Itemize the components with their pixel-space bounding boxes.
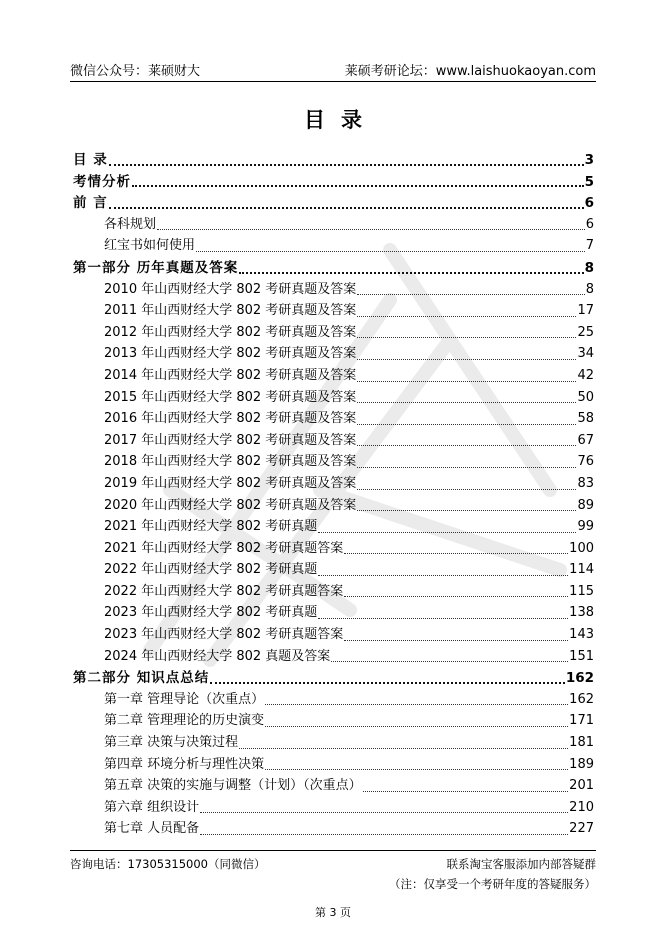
- toc-leader-dots: [265, 725, 568, 727]
- toc-leader-dots: [357, 444, 576, 446]
- header-forum: 莱硕考研论坛：www.laishuokaoyan.com: [344, 64, 596, 79]
- toc-entry-title: 第一部分 历年真题及答案: [73, 259, 239, 276]
- toc-entry[interactable]: [73, 623, 594, 645]
- toc-entry[interactable]: [73, 731, 594, 753]
- toc-leader-dots: [109, 163, 584, 166]
- toc-entry-title: 2014 年山西财经大学 802 考研真题及答案: [104, 367, 357, 383]
- toc-entry-title: 2016 年山西财经大学 802 考研真题及答案: [104, 411, 357, 427]
- toc-leader-dots: [196, 250, 585, 252]
- toc-entry-page: 114: [569, 562, 594, 578]
- toc-entry-title: 目 录: [73, 152, 108, 168]
- toc-entry-title: 2023 年山西财经大学 802 考研真题: [104, 605, 318, 621]
- toc-leader-dots: [200, 833, 568, 835]
- toc-leader-dots: [357, 380, 576, 382]
- toc-entry-title: 2018 年山西财经大学 802 考研真题及答案: [104, 454, 357, 470]
- toc-leader-dots: [357, 358, 576, 360]
- toc-leader-dots: [239, 271, 583, 274]
- toc-entry[interactable]: [73, 321, 594, 343]
- header-wechat: 微信公众号：莱硕财大: [70, 64, 201, 79]
- toc-leader-dots: [357, 488, 576, 490]
- toc-leader-dots: [344, 552, 568, 554]
- toc-entry-page: 6: [585, 216, 594, 232]
- toc-entry-page: 151: [569, 648, 594, 664]
- toc-entry-title: 2022 年山西财经大学 802 考研真题答案: [104, 583, 344, 599]
- toc-leader-dots: [109, 206, 584, 209]
- toc-entry-title: 2021 年山西财经大学 802 考研真题答案: [104, 540, 344, 556]
- toc-entry-title: 各科规划: [104, 216, 157, 232]
- toc-entry-page: 3: [584, 152, 594, 168]
- toc-leader-dots: [200, 811, 568, 813]
- toc-leader-dots: [318, 531, 576, 533]
- toc-entry-page: 227: [569, 821, 594, 837]
- toc-leader-dots: [357, 336, 576, 338]
- page-header: [70, 57, 596, 82]
- toc-entry-title: 2015 年山西财经大学 802 考研真题及答案: [104, 389, 357, 405]
- toc-entry-page: 5: [584, 173, 594, 190]
- toc-entry[interactable]: [73, 558, 594, 580]
- toc-entry[interactable]: [73, 601, 594, 623]
- toc-entry-title: 红宝书如何使用: [104, 238, 196, 254]
- toc-entry-page: 42: [577, 367, 594, 383]
- toc-entry-page: 17: [577, 303, 594, 319]
- toc-entry[interactable]: [73, 299, 594, 321]
- toc-leader-dots: [357, 315, 576, 317]
- toc-entry-page: 162: [569, 691, 594, 707]
- toc-entry-title: 考情分析: [73, 173, 131, 190]
- toc-entry-title: 2023 年山西财经大学 802 考研真题答案: [104, 627, 344, 643]
- toc-entry-title: 第六章 组织设计: [104, 799, 200, 815]
- toc-entry[interactable]: [73, 278, 594, 300]
- page-title: 目录: [304, 108, 378, 132]
- toc-entry-section[interactable]: [73, 191, 594, 213]
- toc-entry[interactable]: [73, 688, 594, 710]
- toc-entry[interactable]: [73, 817, 594, 839]
- toc-leader-dots: [344, 639, 568, 641]
- toc-entry-page: 100: [569, 540, 594, 556]
- toc-entry[interactable]: [73, 774, 594, 796]
- toc-entry-title: 第二部分 知识点总结: [73, 670, 210, 687]
- toc-entry-title: 2010 年山西财经大学 802 考研真题及答案: [104, 281, 357, 297]
- toc-entry-page: 162: [565, 670, 594, 687]
- footer-phone: 咨询电话：17305315000（同微信）: [70, 857, 266, 871]
- toc-entry-page: 8: [585, 281, 594, 297]
- toc-entry-page: 201: [569, 778, 594, 794]
- toc-entry[interactable]: [73, 234, 594, 256]
- toc-entry[interactable]: [73, 537, 594, 559]
- page-footer: [70, 850, 596, 871]
- toc-leader-dots: [331, 660, 568, 662]
- toc-entry[interactable]: [73, 709, 594, 731]
- toc-entry-section[interactable]: [73, 256, 594, 278]
- toc-entry-title: 2017 年山西财经大学 802 考研真题及答案: [104, 432, 357, 448]
- toc-entry-section[interactable]: [73, 170, 594, 192]
- toc-entry-page: 83: [577, 475, 594, 491]
- toc-entry[interactable]: [73, 515, 594, 537]
- toc-entry-page: 25: [577, 324, 594, 340]
- toc-leader-dots: [363, 790, 569, 792]
- toc-leader-dots: [265, 768, 568, 770]
- toc-entry-title: 第四章 环境分析与理性决策: [104, 756, 265, 772]
- toc-entry-page: 67: [577, 432, 594, 448]
- toc-entry[interactable]: [73, 796, 594, 818]
- toc-leader-dots: [265, 703, 568, 705]
- toc-entry-title: 2020 年山西财经大学 802 考研真题及答案: [104, 497, 357, 513]
- toc-entry-page: 143: [569, 627, 594, 643]
- toc-entry[interactable]: [73, 450, 594, 472]
- toc-entry-title: 2013 年山西财经大学 802 考研真题及答案: [104, 346, 357, 362]
- toc-entry-page: 210: [569, 799, 594, 815]
- toc-entry-section[interactable]: [73, 148, 594, 170]
- toc-entry-page: 89: [577, 497, 594, 513]
- toc-entry[interactable]: [73, 645, 594, 667]
- toc-entry-title: 第二章 管理理论的历史演变: [104, 713, 265, 729]
- toc-entry-page: 181: [569, 735, 594, 751]
- toc-entry-title: 2024 年山西财经大学 802 真题及答案: [104, 648, 331, 664]
- toc-entry-title: 第三章 决策与决策过程: [104, 735, 239, 751]
- toc-leader-dots: [357, 401, 576, 403]
- footer-note: （注：仅享受一个考研年度的答疑服务）: [389, 877, 596, 891]
- toc-entry-page: 50: [577, 389, 594, 405]
- toc-entry-title: 第一章 管理导论（次重点）: [104, 691, 265, 707]
- toc-entry-title: 2022 年山西财经大学 802 考研真题: [104, 562, 318, 578]
- toc-entry-page: 8: [584, 259, 594, 276]
- toc-entry-section[interactable]: [73, 666, 594, 688]
- toc-entry-page: 189: [569, 756, 594, 772]
- toc-entry[interactable]: [73, 494, 594, 516]
- toc-entry[interactable]: [73, 429, 594, 451]
- toc-entry-title: 第七章 人员配备: [104, 821, 200, 837]
- toc-entry-page: 6: [584, 195, 594, 212]
- toc-leader-dots: [132, 184, 584, 187]
- toc-entry-title: 2019 年山西财经大学 802 考研真题及答案: [104, 475, 357, 491]
- toc-leader-dots: [357, 509, 576, 511]
- toc-leader-dots: [318, 574, 568, 576]
- toc-leader-dots: [344, 595, 568, 597]
- toc-entry[interactable]: [73, 407, 594, 429]
- toc-entry-page: 171: [569, 713, 594, 729]
- toc-entry[interactable]: [73, 580, 594, 602]
- toc-entry-page: 115: [569, 583, 594, 599]
- toc-leader-dots: [357, 423, 576, 425]
- toc-entry-title: 前 言: [73, 195, 108, 212]
- toc-leader-dots: [357, 466, 576, 468]
- footer-group: 联系淘宝客服添加内部答疑群: [446, 857, 596, 871]
- toc-entry-page: 138: [569, 605, 594, 621]
- toc-entry[interactable]: [73, 386, 594, 408]
- toc-leader-dots: [357, 293, 584, 295]
- toc-entry[interactable]: [73, 342, 594, 364]
- toc-entry-title: 2021 年山西财经大学 802 考研真题: [104, 519, 318, 535]
- toc-entry-page: 58: [577, 411, 594, 427]
- toc-leader-dots: [157, 228, 585, 230]
- toc-entry[interactable]: [73, 753, 594, 775]
- toc-entry[interactable]: [73, 364, 594, 386]
- toc-leader-dots: [210, 681, 565, 684]
- toc-entry[interactable]: [73, 472, 594, 494]
- toc-entry[interactable]: [73, 213, 594, 235]
- toc-entry-page: 99: [577, 519, 594, 535]
- toc-entry-page: 34: [577, 346, 594, 362]
- toc-leader-dots: [318, 617, 568, 619]
- toc-entry-title: 第五章 决策的实施与调整（计划）（次重点）: [104, 778, 362, 794]
- toc-entry-title: 2011 年山西财经大学 802 考研真题及答案: [104, 303, 357, 319]
- toc-entry-page: 76: [577, 454, 594, 470]
- toc-entry-page: 7: [585, 238, 594, 254]
- page-number: 第 3 页: [315, 906, 351, 919]
- table-of-contents: [73, 148, 594, 839]
- toc-leader-dots: [239, 747, 568, 749]
- toc-entry-title: 2012 年山西财经大学 802 考研真题及答案: [104, 324, 357, 340]
